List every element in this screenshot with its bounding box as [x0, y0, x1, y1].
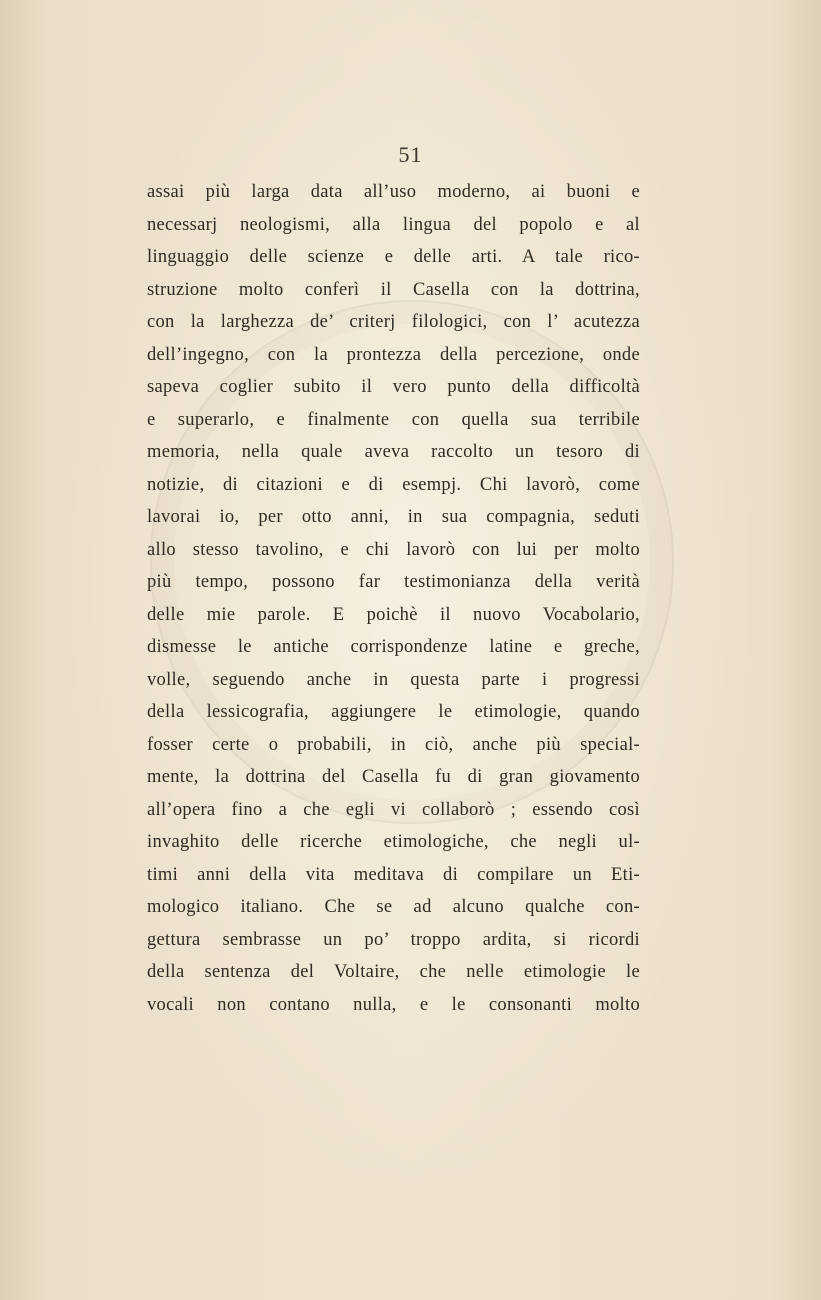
text-line: sapeva coglier subito il vero punto della difficoltà	[147, 377, 640, 397]
page-number: 51	[398, 142, 423, 167]
text-line: mologico italiano. Che se ad alcuno qualche con-	[147, 897, 640, 917]
text-line: e superarlo, e finalmente con quella sua terribile	[147, 409, 640, 430]
text-line: con la larghezza de’ criterj filologici, con l’ acutezza	[147, 312, 640, 332]
text-line: dismesse le antiche corrispondenze latine e greche,	[147, 637, 640, 657]
text-line: vocali non contano nulla, e le consonanti molto	[147, 994, 640, 1015]
text-line: gettura sembrasse un po’ troppo ardita, si ricordi	[147, 929, 640, 950]
text-line: dell’ingegno, con la prontezza della percezione, onde	[147, 344, 640, 365]
text-line: fosser certe o probabili, in ciò, anche più special-	[147, 734, 640, 755]
text-line: invaghito delle ricerche etimologiche, che negli ul-	[147, 832, 640, 852]
text-line: delle mie parole. E poichè il nuovo Vocabolario,	[147, 604, 640, 625]
text-line: memoria, nella quale aveva raccolto un tesoro di	[147, 442, 640, 462]
text-line: struzione molto conferì il Casella con la dottrina,	[147, 279, 640, 300]
text-line: assai più larga data all’uso moderno, ai buoni e	[147, 182, 640, 202]
text-line: volle, seguendo anche in questa parte i progressi	[147, 669, 640, 690]
text-line: mente, la dottrina del Casella fu di gran giovamento	[147, 767, 640, 787]
text-line: necessarj neologismi, alla lingua del popolo e al	[147, 214, 640, 235]
text-line: notizie, di citazioni e di esempj. Chi lavorò, come	[147, 474, 640, 495]
text-line: della sentenza del Voltaire, che nelle etimologie le	[147, 962, 640, 982]
text-line: allo stesso tavolino, e chi lavorò con lui per molto	[147, 539, 640, 560]
text-line: della lessicografia, aggiungere le etimologie, quando	[147, 702, 640, 722]
body-text	[147, 176, 640, 1021]
text-line: linguaggio delle scienze e delle arti. A tale rico-	[147, 247, 640, 267]
text-line: più tempo, possono far testimonianza della verità	[147, 572, 640, 592]
text-line: all’opera fino a che egli vi collaborò ; essendo così	[147, 799, 640, 820]
text-line: timi anni della vita meditava di compilare un Eti-	[147, 864, 640, 885]
text-line: lavorai io, per otto anni, in sua compagnia, seduti	[147, 507, 640, 527]
